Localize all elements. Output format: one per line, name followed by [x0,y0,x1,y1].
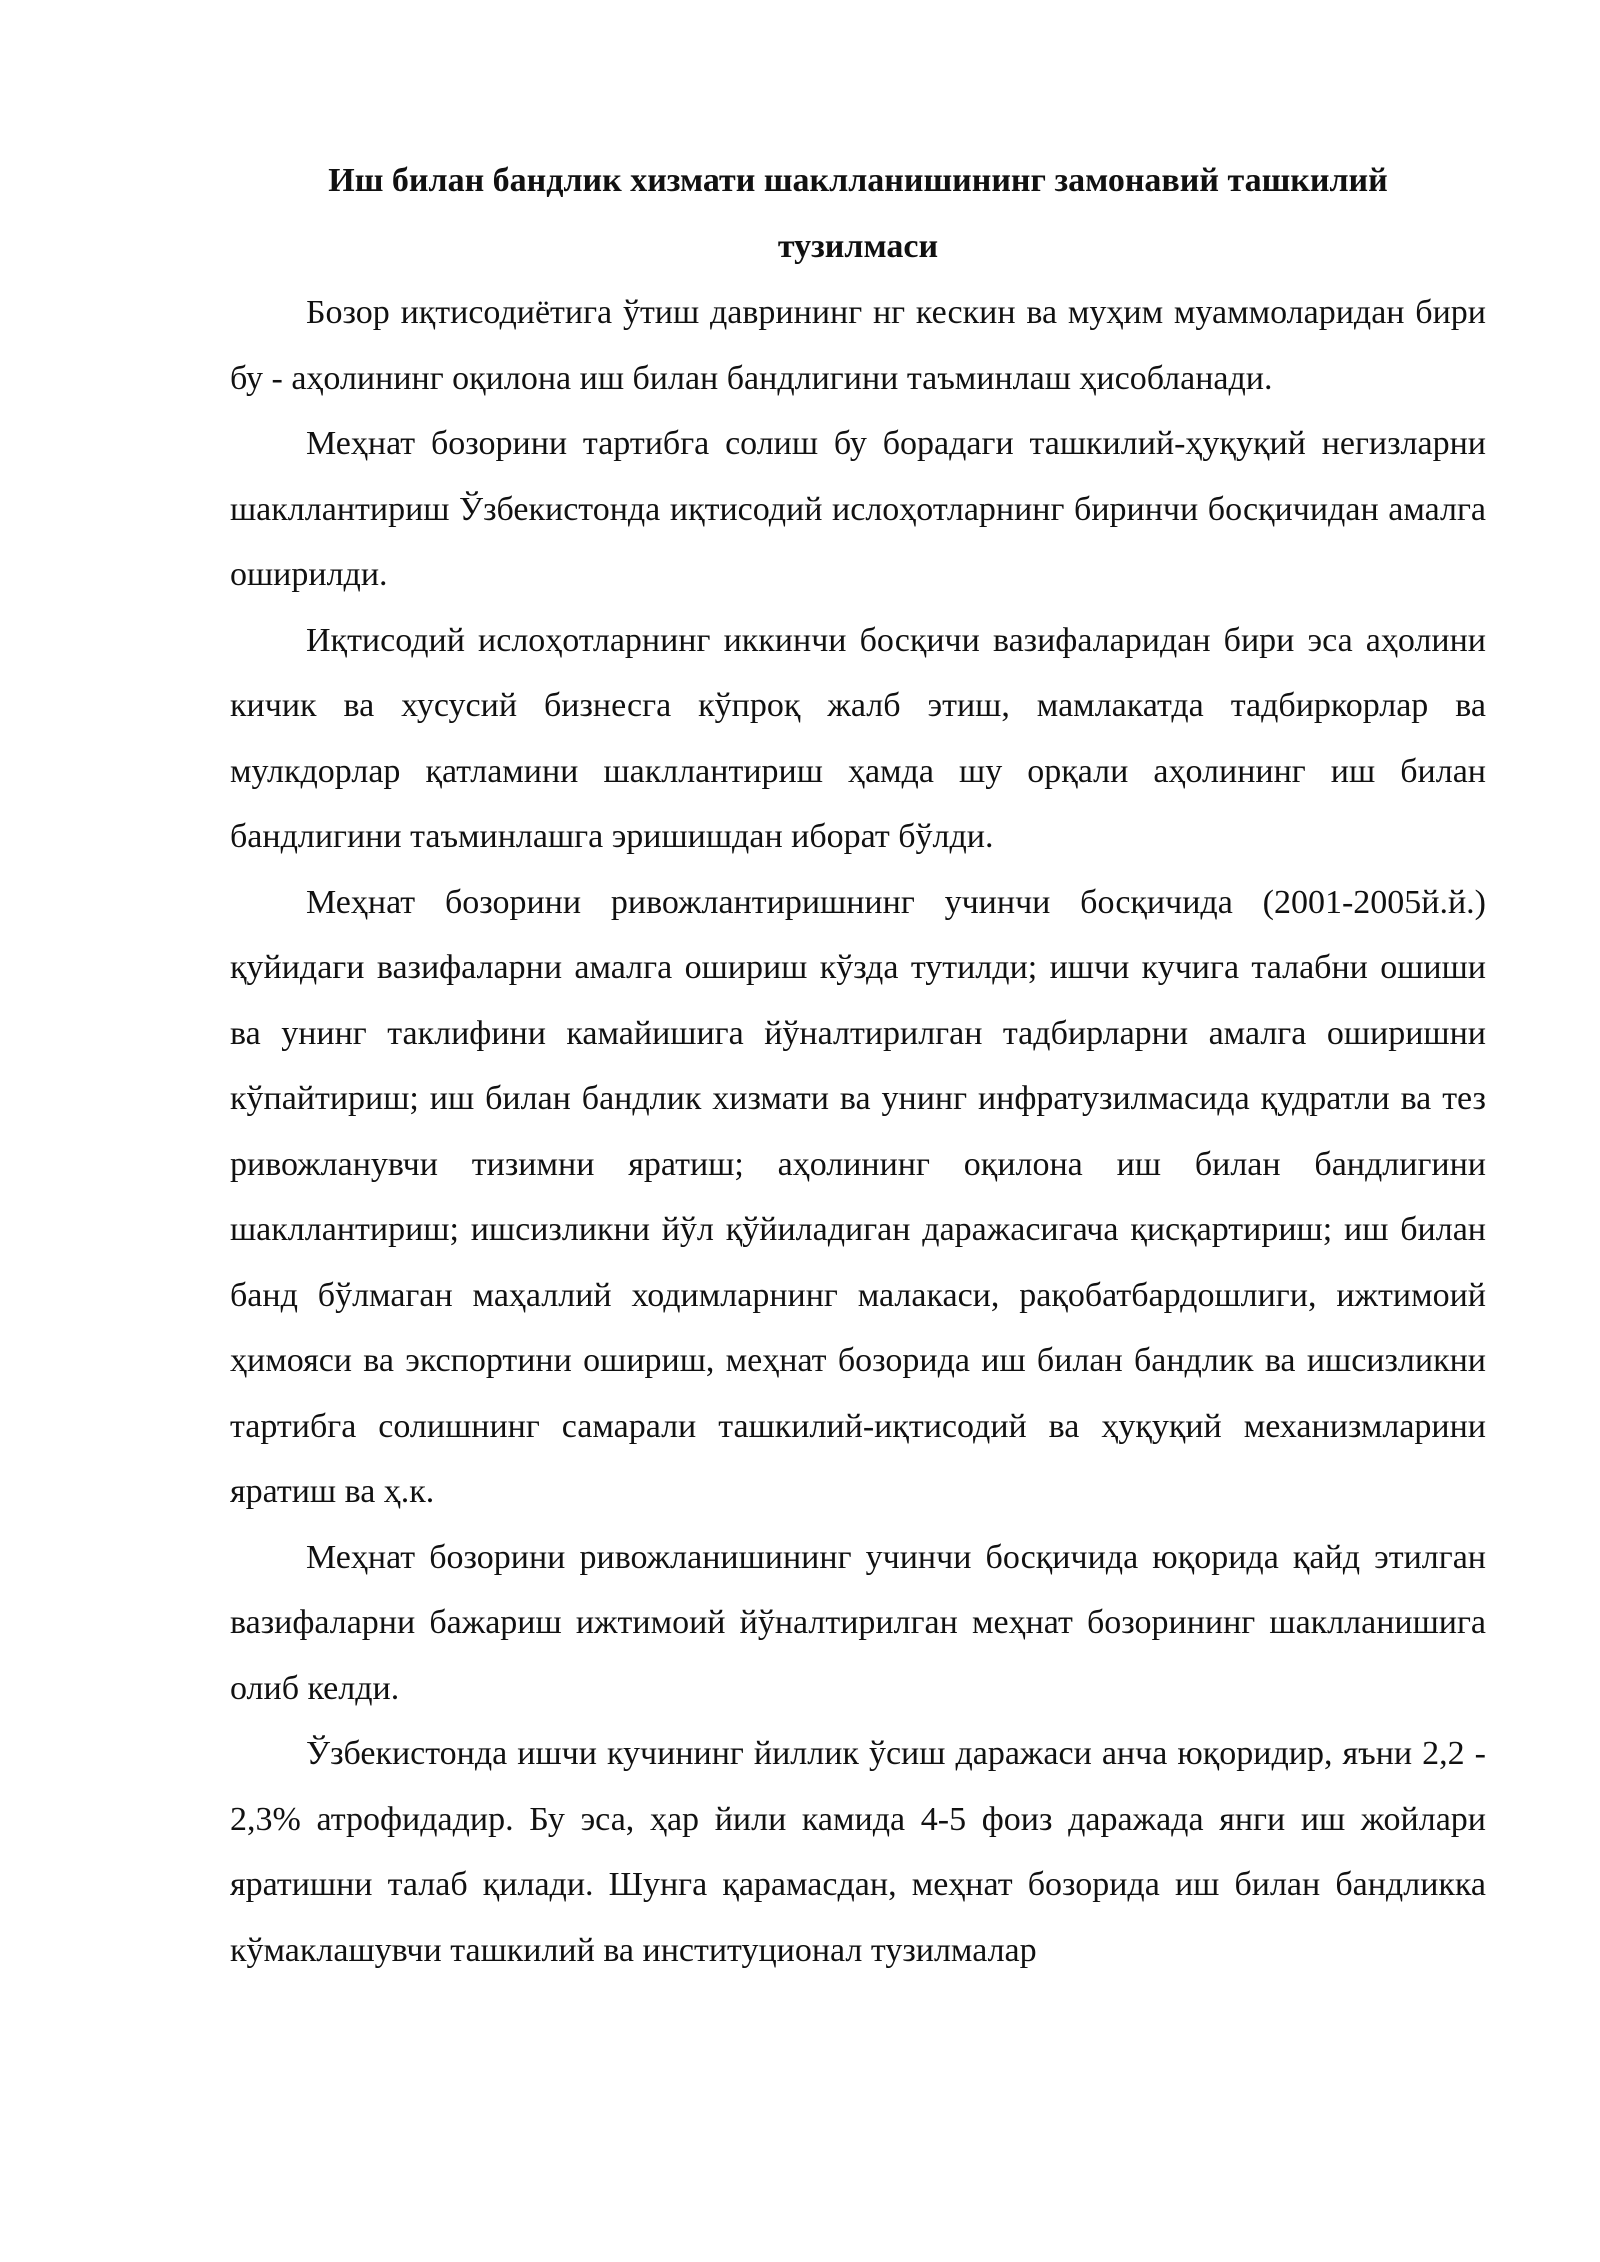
document-body [230,148,1486,1983]
title-line-1: Иш билан бандлик хизмати шаклланишининг замонавий ташкилий [328,162,1388,199]
paragraph-6: Ўзбекистонда ишчи кучининг йиллик ўсиш даражаси анча юқоридир, яъни 2,2 - 2,3% атрофидадир. Бу эса, ҳар йили камида 4-5 фоиз даражада янги иш жойлари яратишни талаб қилади. Шунга қарамасдан, меҳнат бозорида иш билан бандликка кўмаклашувчи ташкилий ва институционал тузилмалар [230,1735,1486,1969]
paragraph-1: Бозор иқтисодиётига ўтиш даврининг нг кескин ва муҳим муаммоларидан бири бу - аҳолининг оқилона иш билан бандлигини таъминлаш ҳисобланади. [230,294,1486,397]
paragraph-5: Меҳнат бозорини ривожланишининг учинчи босқичида юқорида қайд этилган вазифаларни бажариш ижтимоий йўналтирилган меҳнат бозорининг шаклланишига олиб келди. [230,1538,1486,1707]
paragraph-4: Меҳнат бозорини ривожлантиришнинг учинчи босқичида (2001-2005й.й.) қуйидаги вазифаларни амалга ошириш кўзда тутилди; ишчи кучига талабни ошиши ва унинг таклифини камайишига йўналтирилган тадбирларни амалга оширишни кўпайтириш; иш билан бандлик хизмати ва унинг инфратузилмасида қудратли ва тез ривожланувчи тизимни яратиш; аҳолининг оқилона иш билан бандлигини шакллантириш; ишсизликни йўл қўйиладиган даражасигача қисқартириш; иш билан банд бўлмаган маҳаллий ходимларнинг малакаси, рақобатбардошлиги, ижтимоий ҳимояси ва экспортини ошириш, меҳнат бозорида иш билан бандлик ва ишсизликни тартибга солишнинг самарали ташкилий-иқтисодий ва ҳуқуқий механизмларини яратиш ва ҳ.к. [230,883,1486,1510]
paragraph-2: Меҳнат бозорини тартибга солиш бу борадаги ташкилий-ҳуқуқий негизларни шакллантириш Ўзбекистонда иқтисодий ислоҳотларнинг биринчи босқичидан амалга оширилди. [230,425,1486,593]
paragraph-3: Иқтисодий ислоҳотларнинг иккинчи босқичи вазифаларидан бири эса аҳолини кичик ва хусусий бизнесга кўпроқ жалб этиш, мамлакатда тадбиркорлар ва мулкдорлар қатламини шакллантириш ҳамда шу орқали аҳолининг иш билан бандлигини таъминлашга эришишдан иборат бўлди. [230,621,1486,855]
document-title [230,148,1486,280]
title-line-2: тузилмаси [777,228,939,265]
